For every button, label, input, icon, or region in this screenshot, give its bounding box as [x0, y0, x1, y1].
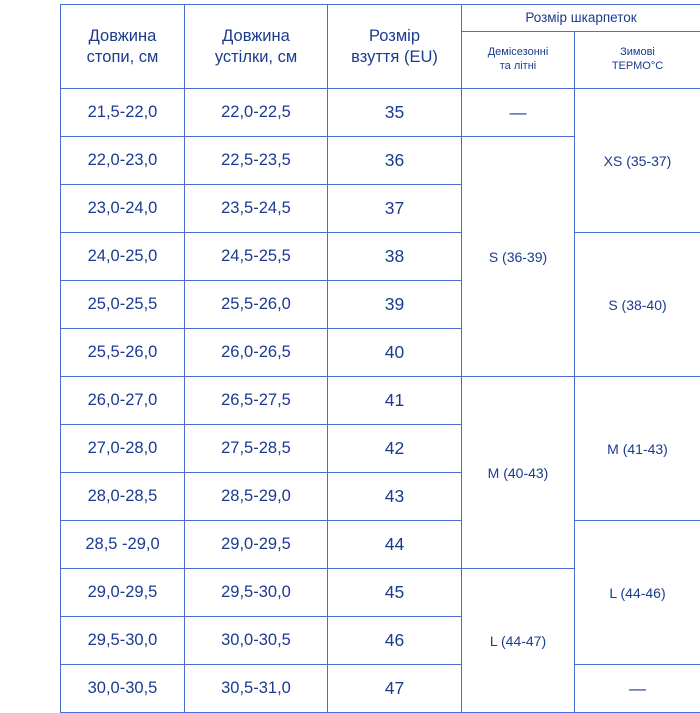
cell-insole-length: 26,0-26,5 [185, 329, 328, 377]
header-foot-length [61, 5, 185, 89]
cell-foot-length: 23,0-24,0 [61, 185, 185, 233]
cell-foot-length: 22,0-23,0 [61, 137, 185, 185]
cell-foot-length: 21,5-22,0 [61, 89, 185, 137]
cell-insole-length: 30,0-30,5 [185, 617, 328, 665]
cell-insole-length: 28,5-29,0 [185, 473, 328, 521]
cell-insole-length: 23,5-24,5 [185, 185, 328, 233]
cell-shoe-size: 42 [328, 425, 462, 473]
size-chart-table [60, 4, 700, 713]
header-foot-length-line2: стопи, см [61, 47, 184, 68]
cell-insole-length: 29,5-30,0 [185, 569, 328, 617]
table-row [61, 377, 700, 425]
cell-shoe-size: 43 [328, 473, 462, 521]
cell-insole-length: 29,0-29,5 [185, 521, 328, 569]
header-sock-demi-line2: та літні [462, 60, 574, 74]
header-shoe-size [328, 5, 462, 89]
header-sock-size-group: Розмір шкарпеток [462, 5, 700, 32]
table-header [61, 5, 700, 89]
cell-sock-winter: S (38-40) [575, 233, 700, 377]
table-row [61, 233, 700, 281]
cell-sock-demi: — [462, 89, 575, 137]
cell-foot-length: 29,0-29,5 [61, 569, 185, 617]
cell-shoe-size: 37 [328, 185, 462, 233]
cell-sock-winter: L (44-46) [575, 521, 700, 665]
cell-shoe-size: 47 [328, 665, 462, 713]
cell-shoe-size: 46 [328, 617, 462, 665]
cell-sock-winter: — [575, 665, 700, 713]
cell-foot-length: 25,0-25,5 [61, 281, 185, 329]
cell-shoe-size: 40 [328, 329, 462, 377]
header-foot-length-line1: Довжина [61, 26, 184, 47]
cell-foot-length: 30,0-30,5 [61, 665, 185, 713]
cell-foot-length: 27,0-28,0 [61, 425, 185, 473]
cell-shoe-size: 44 [328, 521, 462, 569]
cell-foot-length: 29,5-30,0 [61, 617, 185, 665]
cell-insole-length: 25,5-26,0 [185, 281, 328, 329]
cell-sock-demi: S (36-39) [462, 137, 575, 377]
size-chart-sheet [0, 4, 700, 704]
cell-insole-length: 26,5-27,5 [185, 377, 328, 425]
cell-insole-length: 22,5-23,5 [185, 137, 328, 185]
header-sock-demi [462, 32, 575, 89]
header-shoe-size-line2: взуття (EU) [328, 47, 461, 68]
header-shoe-size-line1: Розмір [328, 26, 461, 47]
header-insole-length-line1: Довжина [185, 26, 327, 47]
cell-sock-demi: M (40-43) [462, 377, 575, 569]
header-row-top [61, 5, 700, 32]
cell-foot-length: 28,0-28,5 [61, 473, 185, 521]
cell-shoe-size: 41 [328, 377, 462, 425]
cell-foot-length: 26,0-27,0 [61, 377, 185, 425]
header-sock-winter-line1: Зимові [575, 46, 700, 60]
header-insole-length [185, 5, 328, 89]
cell-foot-length: 24,0-25,0 [61, 233, 185, 281]
cell-insole-length: 27,5-28,5 [185, 425, 328, 473]
cell-sock-demi: L (44-47) [462, 569, 575, 713]
table-body [61, 89, 700, 713]
header-sock-demi-line1: Демісезонні [462, 46, 574, 60]
table-row [61, 521, 700, 569]
cell-shoe-size: 45 [328, 569, 462, 617]
cell-sock-winter: XS (35-37) [575, 89, 700, 233]
cell-shoe-size: 35 [328, 89, 462, 137]
cell-insole-length: 24,5-25,5 [185, 233, 328, 281]
cell-sock-winter: M (41-43) [575, 377, 700, 521]
cell-shoe-size: 39 [328, 281, 462, 329]
cell-foot-length: 25,5-26,0 [61, 329, 185, 377]
cell-shoe-size: 36 [328, 137, 462, 185]
header-sock-winter-line2: ТЕРМО°С [575, 60, 700, 74]
cell-insole-length: 30,5-31,0 [185, 665, 328, 713]
cell-foot-length: 28,5 -29,0 [61, 521, 185, 569]
table-row [61, 89, 700, 137]
cell-shoe-size: 38 [328, 233, 462, 281]
header-insole-length-line2: устілки, см [185, 47, 327, 68]
header-sock-winter [575, 32, 700, 89]
table-row [61, 665, 700, 713]
cell-insole-length: 22,0-22,5 [185, 89, 328, 137]
